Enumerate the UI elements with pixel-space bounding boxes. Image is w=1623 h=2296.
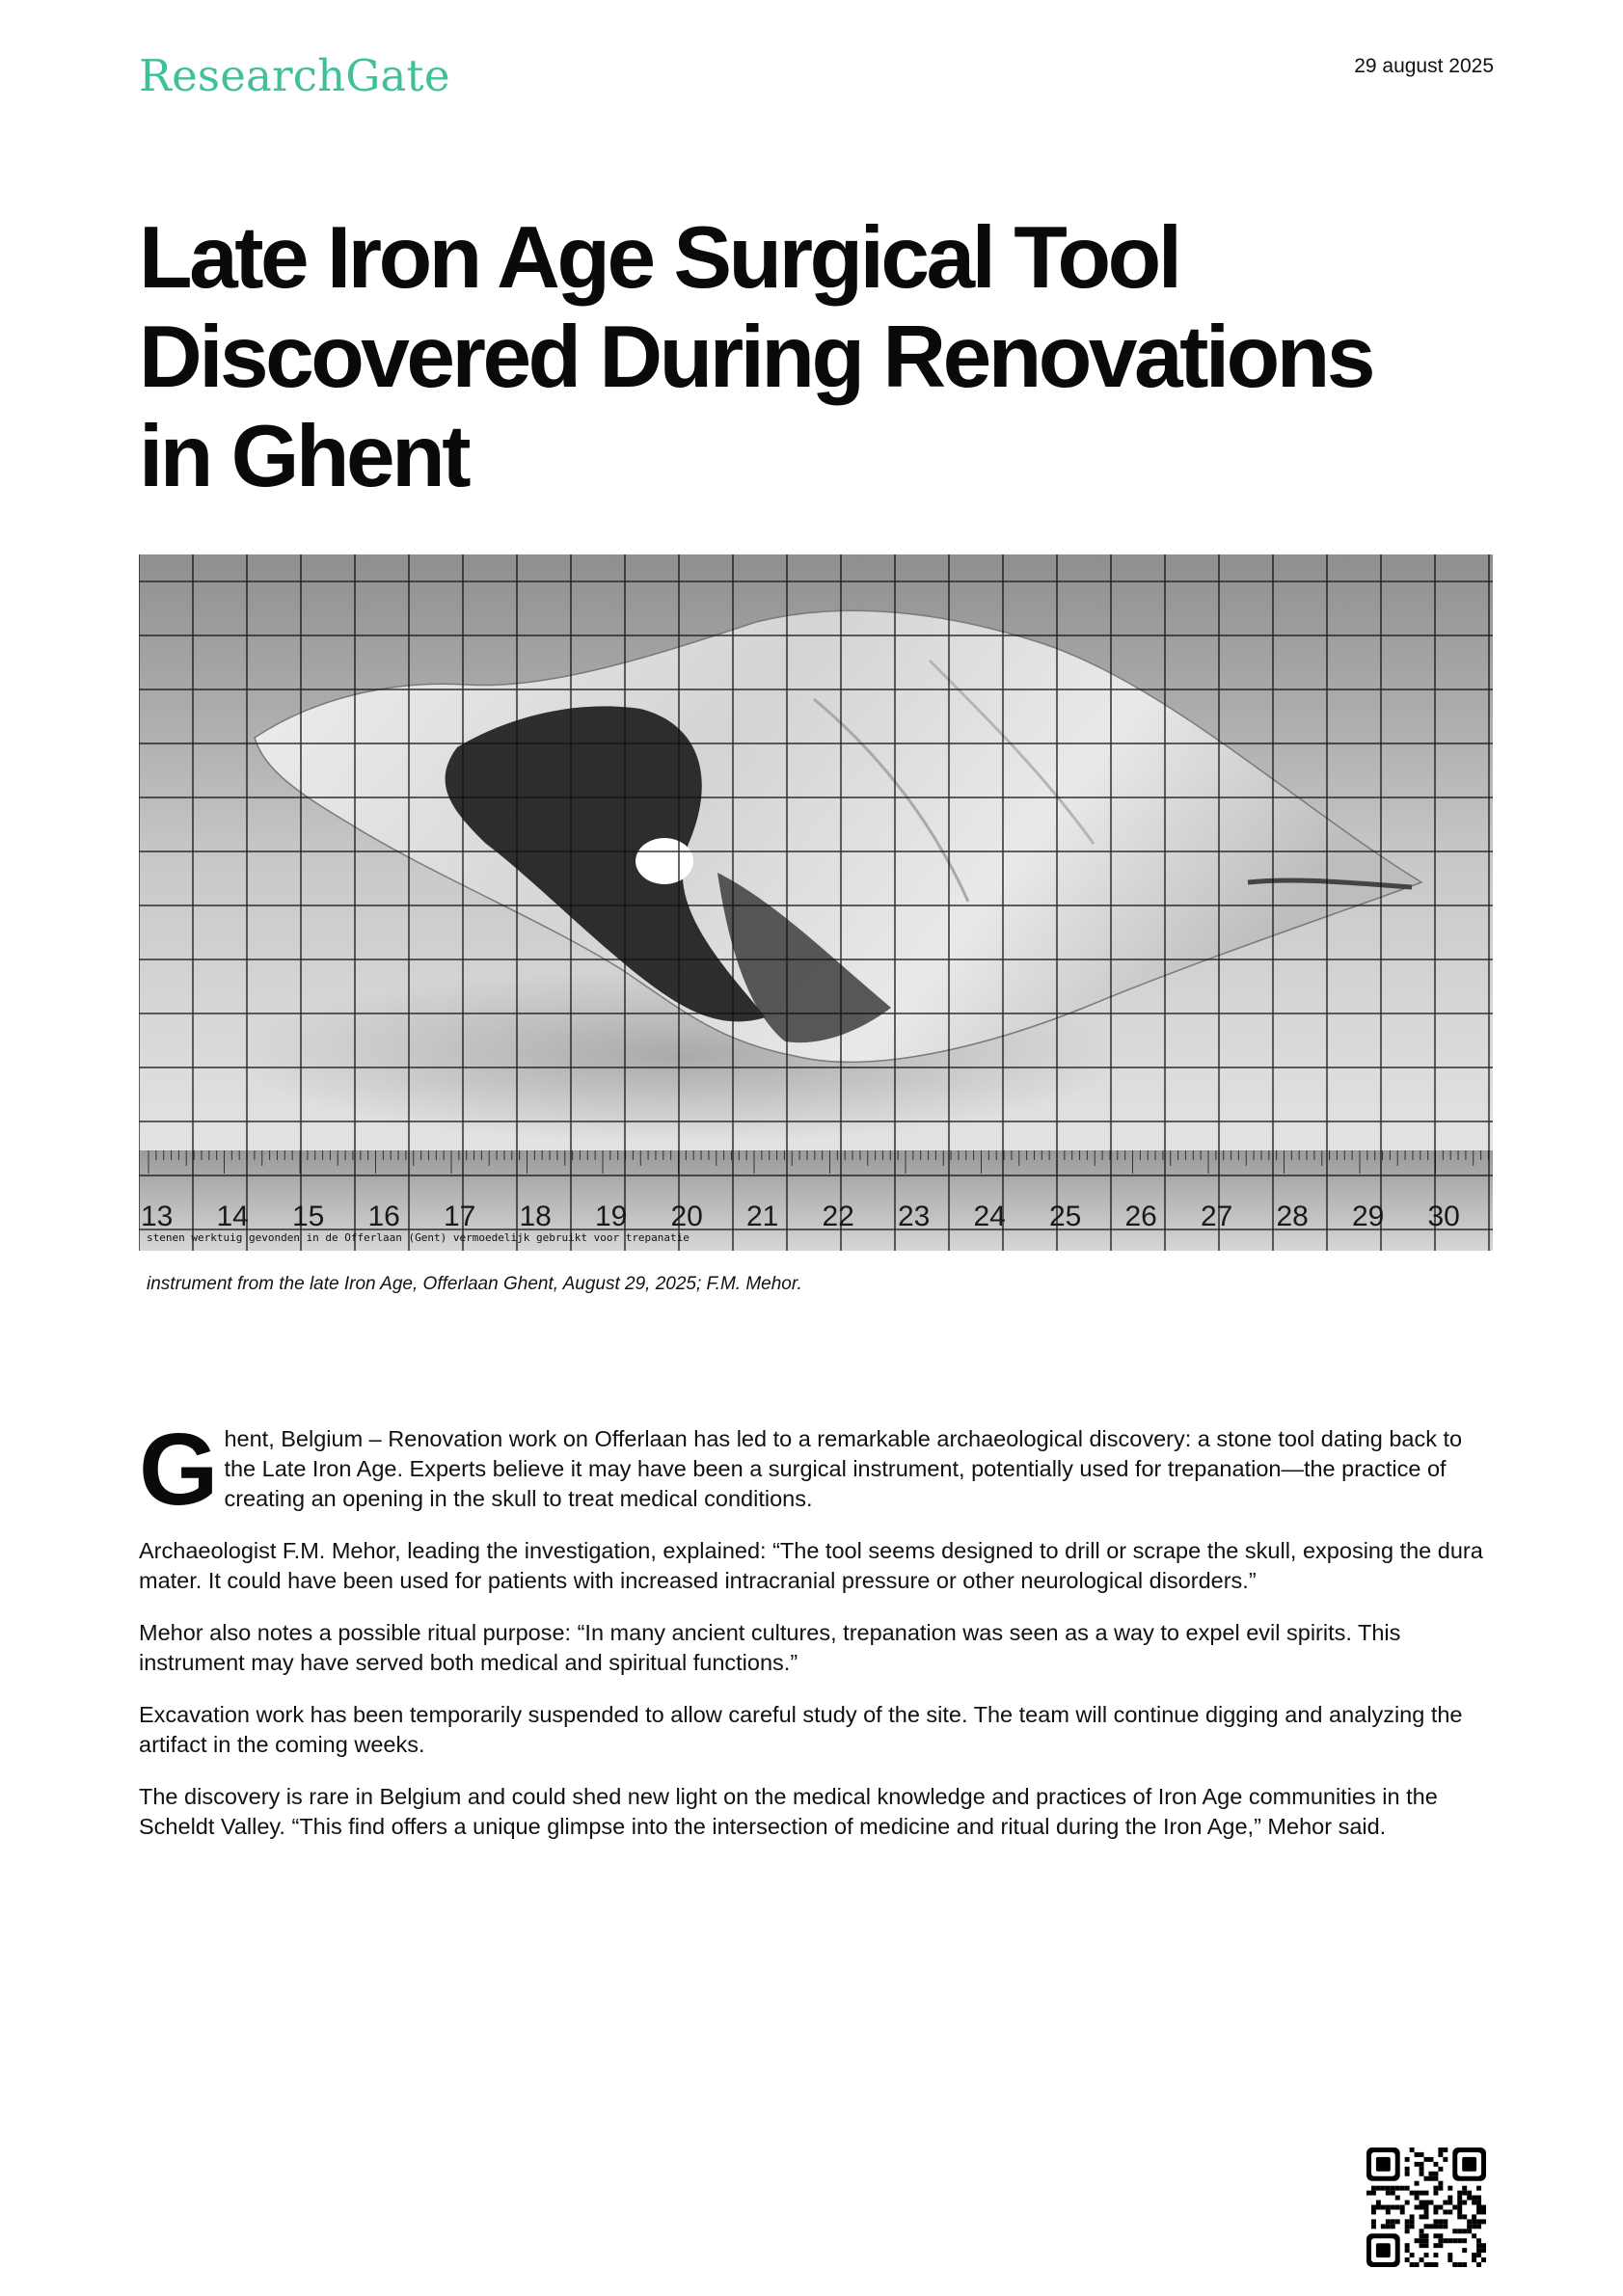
qr-module [1443, 2219, 1447, 2224]
qr-module [1481, 2219, 1486, 2224]
qr-module [1476, 2186, 1481, 2191]
qr-module [1467, 2224, 1472, 2228]
ruler-number: 22 [822, 1201, 854, 1232]
qr-module [1371, 2186, 1376, 2191]
qr-module [1438, 2147, 1443, 2152]
qr-module [1433, 2233, 1438, 2238]
qr-module [1405, 2224, 1410, 2228]
qr-module [1405, 2243, 1410, 2248]
qr-module [1395, 2205, 1400, 2210]
qr-module [1381, 2205, 1386, 2210]
qr-module [1428, 2172, 1433, 2176]
qr-module [1457, 2201, 1462, 2205]
qr-module [1433, 2205, 1438, 2210]
qr-module [1476, 2262, 1481, 2267]
ruler-number: 25 [1049, 1201, 1082, 1232]
qr-module [1457, 2205, 1462, 2210]
qr-module [1476, 2253, 1481, 2257]
qr-module [1400, 2205, 1405, 2210]
qr-module [1452, 2228, 1457, 2233]
qr-module [1462, 2191, 1467, 2196]
qr-module [1467, 2228, 1472, 2233]
ruler-number: 21 [746, 1201, 779, 1232]
qr-module [1424, 2157, 1429, 2162]
qr-module [1391, 2205, 1395, 2210]
qr-module [1420, 2201, 1424, 2205]
qr-module [1443, 2201, 1447, 2205]
qr-module [1405, 2228, 1410, 2233]
qr-module [1472, 2196, 1476, 2201]
qr-module [1481, 2209, 1486, 2214]
qr-module [1472, 2201, 1476, 2205]
qr-module [1415, 2152, 1420, 2157]
qr-module [1424, 2201, 1429, 2205]
qr-module [1410, 2147, 1415, 2152]
qr-module [1433, 2176, 1438, 2181]
qr-module [1420, 2233, 1424, 2238]
qr-module [1376, 2186, 1381, 2191]
qr-finder [1376, 2157, 1391, 2172]
qr-module [1410, 2262, 1415, 2267]
qr-module [1462, 2228, 1467, 2233]
qr-module [1424, 2191, 1429, 2196]
qr-module [1424, 2243, 1429, 2248]
qr-module [1481, 2248, 1486, 2253]
qr-module [1395, 2196, 1400, 2201]
qr-module [1472, 2257, 1476, 2262]
qr-module [1415, 2191, 1420, 2196]
qr-finder [1376, 2243, 1391, 2257]
qr-module [1462, 2262, 1467, 2267]
qr-module [1415, 2162, 1420, 2167]
qr-module [1433, 2191, 1438, 2196]
qr-module [1472, 2219, 1476, 2224]
qr-module [1420, 2172, 1424, 2176]
ruler-number: 13 [141, 1201, 174, 1232]
ruler-number: 17 [444, 1201, 476, 1232]
qr-module [1428, 2201, 1433, 2205]
figure-caption: instrument from the late Iron Age, Offerlaan Ghent, August 29, 2025; F.M. Mehor. [147, 1274, 802, 1294]
qr-module [1438, 2205, 1443, 2210]
researchgate-logo[interactable]: ResearchGate [139, 50, 450, 101]
qr-module [1420, 2152, 1424, 2157]
qr-module [1405, 2201, 1410, 2205]
qr-module [1395, 2186, 1400, 2191]
qr-module [1481, 2243, 1486, 2248]
qr-module [1424, 2214, 1429, 2219]
article-title: Late Iron Age Surgical Tool Discovered During Renovations in Ghent [139, 209, 1372, 505]
article-body [139, 1413, 1493, 1864]
qr-module [1443, 2224, 1447, 2228]
qr-module [1433, 2209, 1438, 2214]
qr-module [1438, 2186, 1443, 2191]
qr-module [1457, 2262, 1462, 2267]
qr-module [1476, 2196, 1481, 2201]
qr-module [1462, 2186, 1467, 2191]
qr-module [1433, 2219, 1438, 2224]
qr-module [1415, 2262, 1420, 2267]
qr-module [1424, 2238, 1429, 2243]
qr-module [1447, 2201, 1452, 2205]
qr-module [1386, 2191, 1391, 2196]
qr-module [1386, 2224, 1391, 2228]
qr-module [1420, 2162, 1424, 2167]
qr-module [1467, 2196, 1472, 2201]
qr-module [1386, 2219, 1391, 2224]
qr-module [1400, 2209, 1405, 2214]
qr-module [1476, 2205, 1481, 2210]
qr-module [1371, 2209, 1376, 2214]
qr-module [1391, 2219, 1395, 2224]
qr-module [1405, 2257, 1410, 2262]
ruler-number: 28 [1276, 1201, 1309, 1232]
qr-module [1386, 2186, 1391, 2191]
qr-module [1457, 2196, 1462, 2201]
qr-module [1410, 2191, 1415, 2196]
paragraph-text: hent, Belgium – Renovation work on Offerlaan has led to a remarkable archaeological discovery: a stone tool dating back to the Late Iron Age. Experts believe it may have been a surgical instrument, potentially used for trepanation—the practice of creating an opening in the skull to treat medical conditions. [224, 1426, 1463, 1511]
qr-module [1476, 2248, 1481, 2253]
qr-module [1433, 2186, 1438, 2191]
article-paragraph: Mehor also notes a possible ritual purpose: “In many ancient cultures, trepanation was seen as a way to expel evil spirits. This instrument may have served both medical and spiritual functions.” [139, 1620, 1401, 1675]
article-photo [139, 554, 1493, 1251]
qr-module [1472, 2253, 1476, 2257]
qr-module [1371, 2219, 1376, 2224]
qr-module [1424, 2253, 1429, 2257]
qr-module [1410, 2214, 1415, 2219]
qr-module [1400, 2186, 1405, 2191]
qr-module [1438, 2181, 1443, 2186]
qr-module [1428, 2157, 1433, 2162]
qr-module [1386, 2205, 1391, 2210]
qr-module [1395, 2219, 1400, 2224]
qr-module [1457, 2238, 1462, 2243]
qr-module [1476, 2243, 1481, 2248]
qr-module [1410, 2253, 1415, 2257]
qr-module [1447, 2209, 1452, 2214]
qr-module [1447, 2253, 1452, 2257]
qr-module [1391, 2224, 1395, 2228]
qr-module [1420, 2167, 1424, 2172]
qr-module [1410, 2224, 1415, 2228]
article-paragraph: The discovery is rare in Belgium and could shed new light on the medical knowledge and practices of Iron Age communities in the Scheldt Valley. “This find offers a unique glimpse into the intersection of medicine and ritual during the Iron Age,” Mehor said. [139, 1784, 1438, 1839]
qr-module [1443, 2147, 1447, 2152]
qr-module [1438, 2224, 1443, 2228]
article-paragraph: Archaeologist F.M. Mehor, leading the investigation, explained: “The tool seems designed to drill or scrape the skull, exposing the dura mater. It could have been used for patients with increased intracranial pressure or other neurological disorders.” [139, 1538, 1483, 1593]
qr-module [1472, 2224, 1476, 2228]
qr-module [1424, 2233, 1429, 2238]
qr-module [1433, 2262, 1438, 2267]
qr-module [1391, 2186, 1395, 2191]
qr-finder [1462, 2157, 1476, 2172]
qr-module [1433, 2243, 1438, 2248]
qr-module [1420, 2214, 1424, 2219]
qr-module [1376, 2201, 1381, 2205]
qr-module [1415, 2238, 1420, 2243]
qr-module [1447, 2238, 1452, 2243]
ruler-number: 23 [898, 1201, 931, 1232]
ruler-number: 15 [292, 1201, 325, 1232]
qr-module [1476, 2209, 1481, 2214]
qr-module [1447, 2186, 1452, 2191]
qr-module [1443, 2238, 1447, 2243]
qr-code-icon[interactable] [1366, 2147, 1486, 2267]
qr-module [1405, 2248, 1410, 2253]
qr-module [1481, 2257, 1486, 2262]
stone-tool-photo [139, 554, 1493, 1251]
qr-module [1476, 2238, 1481, 2243]
qr-module [1420, 2191, 1424, 2196]
qr-module [1405, 2157, 1410, 2162]
qr-module [1424, 2209, 1429, 2214]
ruler-number: 27 [1201, 1201, 1233, 1232]
qr-module [1452, 2205, 1457, 2210]
qr-module [1476, 2224, 1481, 2228]
article-paragraph: Excavation work has been temporarily suspended to allow careful study of the site. The team will continue digging and analyzing the artifact in the coming weeks. [139, 1702, 1463, 1757]
qr-module [1472, 2214, 1476, 2219]
ruler-number: 16 [367, 1201, 400, 1232]
qr-module [1366, 2191, 1371, 2196]
qr-module [1405, 2219, 1410, 2224]
qr-module [1433, 2162, 1438, 2167]
ruler-number: 26 [1124, 1201, 1157, 1232]
article-paragraph [139, 1413, 1493, 1526]
qr-module [1415, 2205, 1420, 2210]
qr-module [1476, 2219, 1481, 2224]
qr-module [1462, 2248, 1467, 2253]
qr-module [1428, 2262, 1433, 2267]
qr-module [1420, 2257, 1424, 2262]
qr-module [1467, 2219, 1472, 2224]
ruler-number: 24 [973, 1201, 1006, 1232]
qr-module [1457, 2209, 1462, 2214]
qr-module [1405, 2186, 1410, 2191]
qr-module [1447, 2257, 1452, 2262]
qr-module [1376, 2205, 1381, 2210]
qr-module [1462, 2201, 1467, 2205]
ruler-number: 14 [216, 1201, 249, 1232]
qr-module [1415, 2181, 1420, 2186]
qr-module [1410, 2219, 1415, 2224]
qr-module [1481, 2205, 1486, 2210]
qr-module [1415, 2196, 1420, 2201]
qr-module [1381, 2186, 1386, 2191]
qr-module [1405, 2167, 1410, 2172]
qr-module [1371, 2224, 1376, 2228]
qr-module [1405, 2172, 1410, 2176]
publication-date: 29 august 2025 [1354, 55, 1494, 77]
qr-code-graphic [1366, 2147, 1486, 2267]
qr-module [1457, 2228, 1462, 2233]
qr-module [1452, 2262, 1457, 2267]
qr-module [1457, 2214, 1462, 2219]
qr-module [1443, 2157, 1447, 2162]
qr-module [1462, 2238, 1467, 2243]
ruler-number: 20 [670, 1201, 703, 1232]
qr-module [1438, 2152, 1443, 2157]
ruler-number: 19 [595, 1201, 628, 1232]
qr-module [1424, 2224, 1429, 2228]
qr-module [1420, 2243, 1424, 2248]
qr-module [1381, 2224, 1386, 2228]
qr-module [1424, 2205, 1429, 2210]
qr-module [1433, 2172, 1438, 2176]
qr-module [1433, 2253, 1438, 2257]
qr-module [1420, 2238, 1424, 2243]
qr-module [1457, 2191, 1462, 2196]
qr-module [1433, 2224, 1438, 2228]
qr-module [1424, 2262, 1429, 2267]
qr-module [1452, 2238, 1457, 2243]
qr-module [1371, 2205, 1376, 2210]
qr-module [1462, 2214, 1467, 2219]
qr-module [1438, 2233, 1443, 2238]
ruler-note: stenen werktuig gevonden in de Offerlaan (Gent) vermoedelijk gebruikt voor trepanatie [147, 1231, 690, 1244]
ruler-number: 18 [519, 1201, 552, 1232]
qr-module [1467, 2191, 1472, 2196]
qr-module [1438, 2219, 1443, 2224]
qr-module [1420, 2205, 1424, 2210]
qr-module [1424, 2176, 1429, 2181]
qr-module [1428, 2176, 1433, 2181]
qr-module [1420, 2228, 1424, 2233]
qr-module [1438, 2167, 1443, 2172]
drop-cap: G [139, 1413, 219, 1526]
ruler-number: 29 [1352, 1201, 1385, 1232]
qr-module [1386, 2209, 1391, 2214]
ruler-number: 30 [1427, 1201, 1460, 1232]
qr-module [1391, 2191, 1395, 2196]
qr-module [1438, 2243, 1443, 2248]
qr-module [1447, 2196, 1452, 2201]
qr-module [1428, 2224, 1433, 2228]
qr-module [1443, 2209, 1447, 2214]
qr-module [1371, 2191, 1376, 2196]
qr-module [1472, 2233, 1476, 2238]
qr-module [1476, 2201, 1481, 2205]
qr-module [1438, 2238, 1443, 2243]
